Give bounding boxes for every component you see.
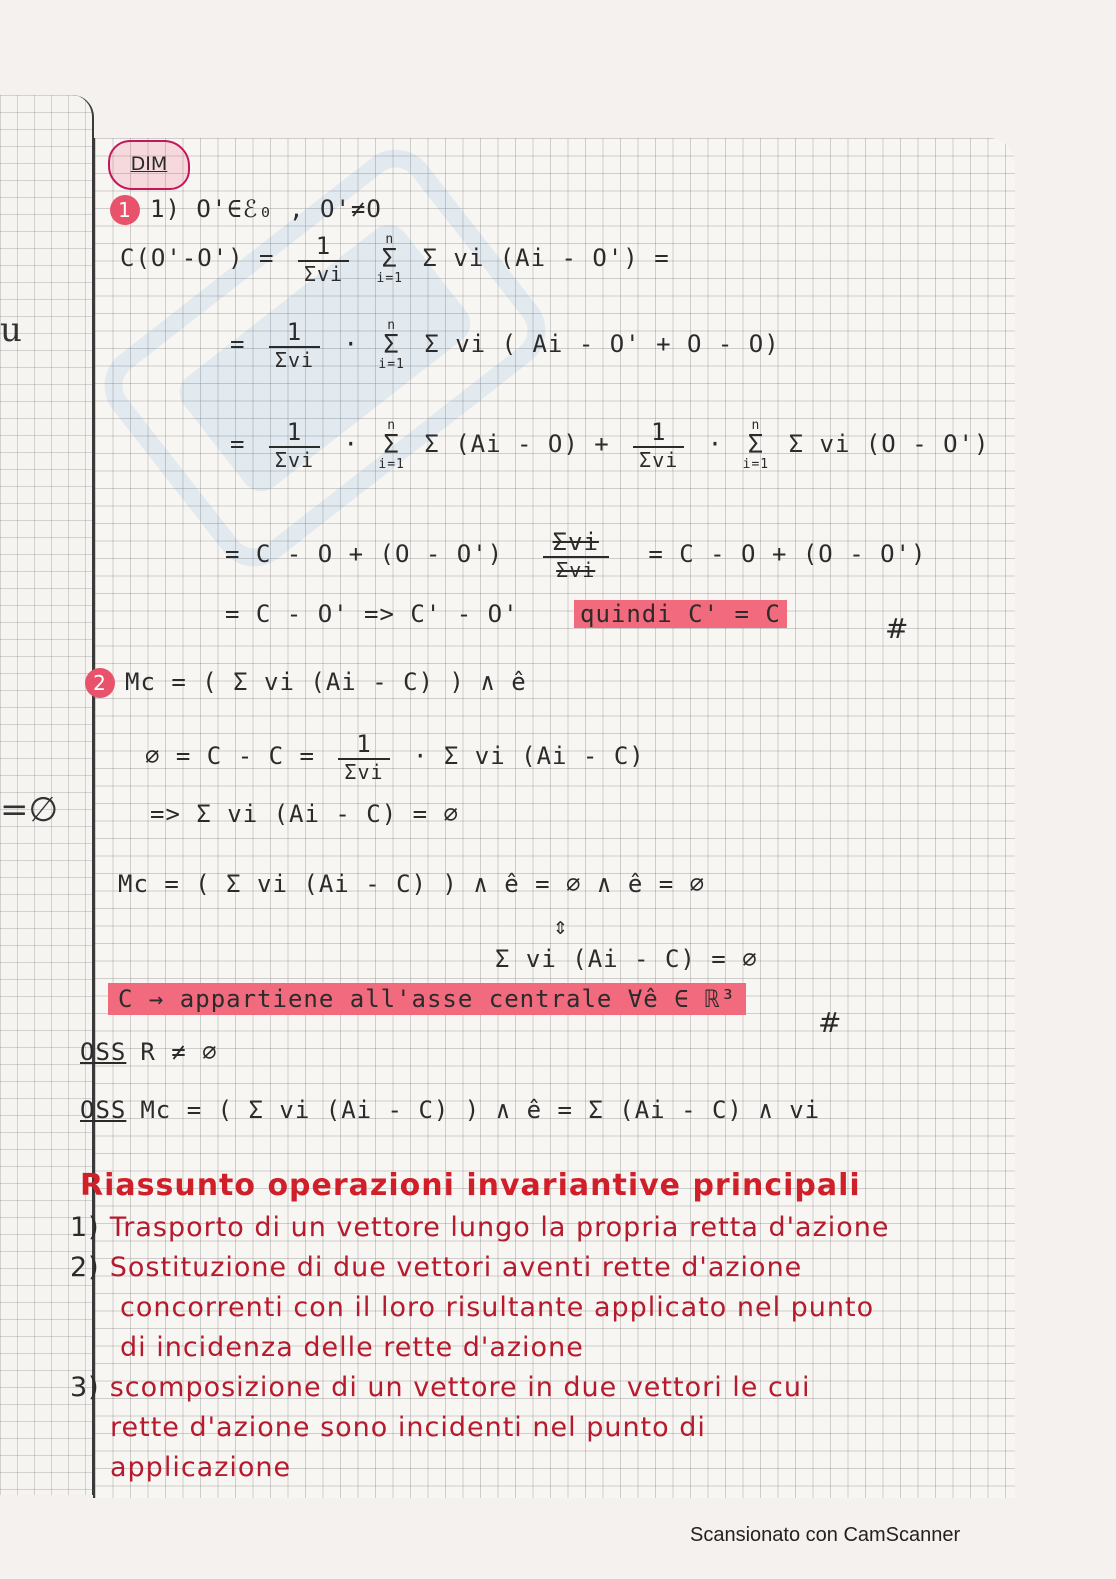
fraction: $\frac{1}{\text{Σvi}}$ [633,418,684,472]
step1-hypothesis [110,195,382,225]
oss-label: OSS [80,1096,127,1124]
equation-line-10: Mc = ( Σ vi (Ai - C) ) ∧ ê = ∅ ∧ ê = ∅ [118,870,706,898]
sum-limits: n Σ i=1 [378,318,405,372]
sum-limits: n Σ i=1 [376,232,404,286]
dim-label: DIM [108,140,190,190]
summary-item: 1) Trasporto di un vettore lungo la propria retta d'azione [70,1212,890,1243]
summary-title: Riassunto operazioni invariantive principali [80,1168,861,1203]
equation-line-8: ∅ = C - C = $\frac{1}{\text{Σvi}}$ · Σ vi (Ai - C) [145,730,645,784]
equation-text: Σ (Ai - O) + [424,430,610,458]
highlighted-conclusion: C → appartiene all'asse centrale ∀ê ∈ ℝ³ [108,983,746,1015]
step2-equation [85,668,527,698]
observation-2 [80,1096,820,1124]
summary-item: rette d'azione sono incidenti nel punto di [110,1412,706,1443]
step-number-badge: 2 [85,668,115,698]
equation-text: Σ vi (Ai - C) [443,742,645,770]
fraction: $\frac{1}{\text{Σvi}}$ [298,232,349,286]
equation-text: Mc = ( Σ vi (Ai - C) ) ∧ ê [125,668,527,696]
equation-text: Mc = ( Σ vi (Ai - C) ) ∧ ê = Σ (Ai - C) ∧ vi [140,1096,821,1124]
end-of-proof-mark: # [885,612,909,645]
equivalence-arrow: ⇕ [553,912,569,940]
end-of-proof-mark: # [818,1006,842,1039]
fraction: $\frac{1}{\text{Σvi}}$ [269,418,320,472]
oss-label: OSS [80,1038,127,1066]
equation-line-4: = $\frac{1}{\text{Σvi}}$ · n Σ i=1 Σ (Ai - O) + $\frac{1}{\text{Σvi}}$ · n Σ i=1 Σ vi (O - O') [230,418,990,472]
equation-text: Σ vi (Ai - O') = [422,244,670,272]
equation-text: 1) O'∈ℰ₀ , O'≠O [150,195,382,223]
equation-text: C(O'-O') [120,244,244,272]
fraction: $\frac{1}{\text{Σvi}}$ [269,318,320,372]
equation-text: = C - O + (O - O') [225,540,504,568]
sum-limits: n Σ i=1 [742,418,770,472]
equation-text: = C - O + (O - O') [648,540,927,568]
scanner-footer: Scansionato con CamScanner [690,1524,961,1546]
equation-text: Σ vi (O - O') [788,430,990,458]
equation-text: R ≠ ∅ [140,1038,218,1066]
equation-line-12: Σ vi (Ai - C) = ∅ [495,945,758,973]
left-page-fragment: u [0,310,22,350]
equation-line-2 [120,232,670,286]
fraction: $\frac{1}{\text{Σvi}}$ [338,730,389,784]
summary-item: di incidenza delle rette d'azione [120,1332,584,1363]
equation-line-5 [225,528,926,582]
equation-line-3: = $\frac{1}{\text{Σvi}}$ · n Σ i=1 Σ vi ( Ai - O' + O - O) [230,318,780,372]
equation-text: ∅ = C - C = [145,742,315,770]
summary-item: applicazione [110,1452,292,1483]
highlighted-conclusion: quindi C' = C [574,600,787,628]
equals-sign: = [259,244,275,272]
step-number-badge: 1 [110,195,140,225]
observation-1 [80,1038,218,1066]
equation-text: Σ vi ( Ai - O' + O - O) [424,330,780,358]
central-axis-conclusion [108,985,746,1013]
sum-limits: n Σ i=1 [378,418,405,472]
equation-line-6 [225,600,787,628]
summary-item: 3) scomposizione di un vettore in due vettori le cui [70,1372,811,1403]
cancelled-fraction: $\frac{\text{Σvi}}{\text{Σvi}}$ [543,528,609,582]
summary-item: concorrenti con il loro risultante applicato nel punto [120,1292,875,1323]
equation-text: = C - O' => C' - O' [225,600,519,628]
left-page-fragment: =∅ [0,790,59,830]
equation-line-9: => Σ vi (Ai - C) = ∅ [150,800,459,828]
summary-item: 2) Sostituzione di due vettori aventi rette d'azione [70,1252,803,1283]
